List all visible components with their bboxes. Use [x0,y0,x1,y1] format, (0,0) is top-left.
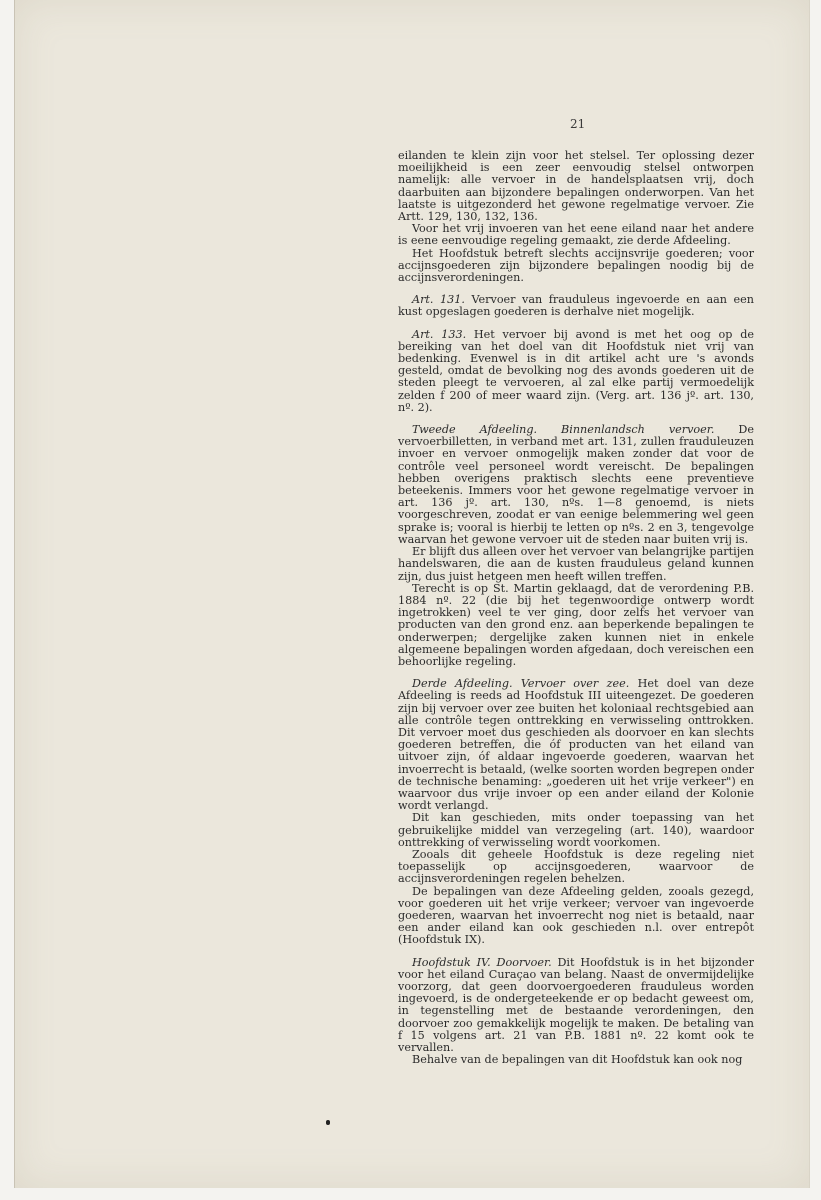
paragraph: Voor het vrij invoeren van het eene eiland naar het andere is eene eenvoudige regeling gemaakt, zie derde Afdeeling. [398,222,754,248]
article-heading: Art. 133. [412,327,467,341]
paragraph-chapter: Hoofdstuk IV. Doorvoer. Dit Hoofdstuk is in het bijzonder voor het eiland Curaçao van belang. Naast de onvermijdelijke voorzorg, dat geen doorvoergoederen frauduleus worden ingevoerd, is de ondergeteekende er op bedacht geweest om, in tegenstelling met de bestaande verordeningen, den doorvoer zoo gemakkelijk mogelijk te maken. De betaling van f 15 volgens art. 21 van P.B. 1881 nº. 22 komt ook te vervallen. [398,955,754,1055]
paragraph: Zooals dit geheele Hoofdstuk is deze regeling niet toepasselijk op accijnsgoederen, waarvoor de accijnsverordeningen regelen behelzen. [398,847,754,886]
paragraph: Terecht is op St. Martin geklaagd, dat de verordening P.B. 1884 nº. 22 (die bij het tegenwoordige ontwerp wordt ingetrokken) veel te ver ging, door zelfs het vervoer van producten van den grond enz. aan beperkende bepalingen te onderwerpen; dergelijke zaken kunnen niet in enkele algemeene bepalingen worden afgedaan, doch vereischen een behoorlijke regeling. [398,581,754,668]
paragraph: Het Hoofdstuk betreft slechts accijnsvrije goederen; voor accijnsgoederen zijn bijzondere bepalingen noodig bij de accijnsverordeningen. [398,246,754,285]
paragraph: Behalve van de bepalingen van dit Hoofdstuk kan ook nog [412,1053,743,1067]
paragraph-article: Art. 133. Het vervoer bij avond is met het oog op de bereiking van het doel van dit Hoofdstuk niet vrij van bedenking. Evenwel is in dit artikel acht ure 's avonds gesteld, omdat de bevolking nog des avonds goederen uit de steden pleegt te vervoeren, al zal elke partij vermoedelijk zelden f 200 of meer waard zijn. (Verg. art. 136 jº. art. 130, nº. 2). [398,327,754,414]
section-heading: Derde Afdeeling. Vervoer over zee. [412,677,630,691]
paragraph: De bepalingen van deze Afdeeling gelden, zooals gezegd, voor goederen uit het vrije verkeer; vervoer van ingevoerde goederen, waarvan het invoerrecht nog niet is betaald, naar een ander eiland kan ook geschieden n.l. over entrepôt (Hoofdstuk IX). [398,884,754,947]
paragraph: Er blijft dus alleen over het vervoer van belangrijke partijen handelswaren, die aan de kusten frauduleus geland kunnen zijn, dus juist hetgeen men heeft willen treffen. [398,545,754,583]
section-heading: Tweede Afdeeling. Binnenlandsch vervoer. [412,423,715,437]
page-number: 21 [570,117,586,131]
chapter-heading: Hoofdstuk IV. Doorvoer. [412,955,552,969]
paragraph: eilanden te klein zijn voor het stelsel. Ter oplossing dezer moeilijkheid is een zeer eenvoudig stelsel ontworpen namelijk: alle vervoer in de handelsplaatsen vrij, doch daarbuiten aan bijzondere bepalingen onderworpen. Van het laatste is uitgezonderd het gewone regelmatige vervoer. Zie Artt. 129, 130, 132, 136. [398,149,754,224]
article-heading: Art. 131. [412,293,465,307]
paragraph-section: Derde Afdeeling. Vervoer over zee. Het doel van deze Afdeeling is reeds ad Hoofdstuk III uiteengezet. De goederen zijn bij vervoer over zee buiten het koloniaal rechtsgebied aan alle contrôle tegen onttrekking en verwisseling onttrokken. Dit vervoer moet dus geschieden als doorvoer en kan slechts goederen betreffen, die óf producten van het eiland van uitvoer zijn, óf aldaar ingevoerde goederen, waarvan het invoerrecht is betaald, (welke soorten worden begrepen onder de technische benaming: „goederen uit het vrije verkeer") en waarvoor dus vrije invoer op een ander eiland der Kolonie wordt verlangd. [398,677,754,813]
paragraph-section: Tweede Afdeeling. Binnenlandsch vervoer. De vervoerbilletten, in verband met art. 131, zullen frauduleuzen invoer en vervoer onmogelijk maken zonder dat voor de contrôle veel personeel wordt vereischt. De bepalingen hebben overigens praktisch slechts eene preventieve beteekenis. Immers voor het gewone regelmatige vervoer in art. 136 jº. art. 130, nºs. 1—8 genoemd, is niets voorgeschreven, zoodat er van eenige belemmering wel geen sprake is; vooral is hierbij te letten op nºs. 2 en 3, tengevolge waarvan het gewone vervoer uit de steden naar buiten vrij is. [398,423,754,546]
text-column [398,150,754,1066]
scan-background [0,1188,821,1200]
ink-speck [326,1120,330,1125]
paragraph-article: Art. 131. Vervoer van frauduleus ingevoerde en aan een kust opgeslagen goederen is derhalve niet mogelijk. [398,293,754,319]
paragraph: Dit kan geschieden, mits onder toepassing van het gebruikelijke middel van verzegeling (art. 140), waardoor onttrekking of verwisseling wordt voorkomen. [398,811,754,849]
